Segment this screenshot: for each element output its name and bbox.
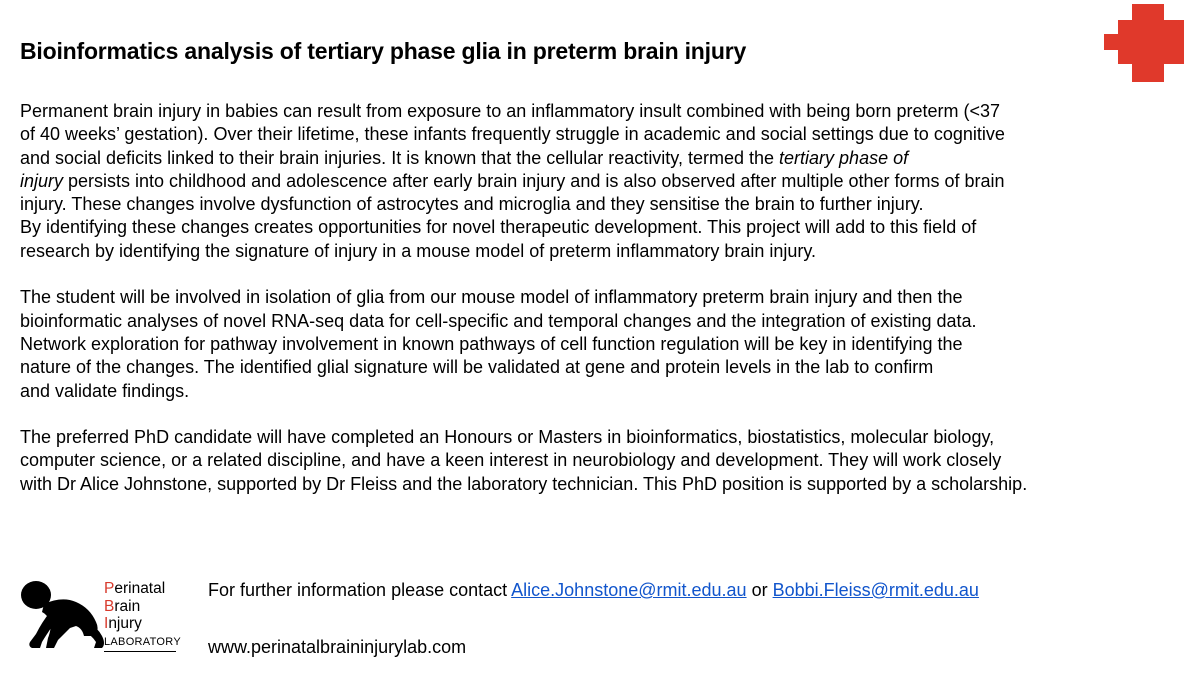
text-line: [20, 170, 1190, 193]
paragraph-project: [20, 286, 1190, 402]
text-line: research by identifying the signature of injury in a mouse model of preterm inflammatory brain injury.: [20, 240, 817, 261]
lab-logo-subtitle: LABORATORY: [104, 636, 181, 648]
contact-separator: or: [746, 580, 773, 600]
text-line: nature of the changes. The identified glial signature will be validated at gene and protein levels in the lab to confirm: [20, 357, 934, 378]
website-url: www.perinatalbraininjurylab.com: [208, 637, 467, 657]
italic-term: tertiary phase of: [779, 147, 909, 168]
text-line: The preferred PhD candidate will have completed an Honours or Masters in bioinformatics, biostatistics, molecular biology,: [20, 427, 995, 448]
lab-logo-word: [104, 598, 165, 616]
logo-word-rest: rain: [114, 597, 141, 615]
body-text: [20, 100, 1190, 519]
logo-initial: P: [104, 580, 115, 597]
text-line: By identifying these changes creates opportunities for novel therapeutic development. This project will add to this field of: [20, 217, 977, 238]
text-line: Network exploration for pathway involvement in known pathways of cell function regulation will be key in identifying the: [20, 333, 963, 354]
text-segment: and social deficits linked to their brain injuries. It is known that the cellular reactivity, termed the: [20, 147, 780, 168]
text-line: The student will be involved in isolation of glia from our mouse model of inflammatory preterm brain injury and then the: [20, 287, 963, 308]
email-link-bobbi[interactable]: Bobbi.Fleiss@rmit.edu.au: [772, 580, 979, 600]
text-line: with Dr Alice Johnstone, supported by Dr Fleiss and the laboratory technician. This PhD position is supported by a scholarship.: [20, 473, 1028, 494]
text-line: and validate findings.: [20, 380, 190, 401]
logo-initial: I: [104, 615, 109, 632]
lab-logo-word: [104, 580, 165, 598]
contact-line: [208, 580, 979, 601]
text-line: computer science, or a related discipline, and have a keen interest in neurobiology and development. They will work closely: [20, 450, 1002, 471]
paragraph-background: [20, 100, 1190, 263]
text-line: injury. These changes involve dysfunction of astrocytes and microglia and they sensitise the brain to further injury.: [20, 194, 924, 215]
text-line: bioinformatic analyses of novel RNA-seq data for cell-specific and temporal changes and the integration of existing data.: [20, 310, 977, 331]
logo-word-rest: njury: [108, 615, 142, 632]
lab-logo-text: [104, 580, 165, 633]
text-line: Permanent brain injury in babies can result from exposure to an inflammatory insult combined with being born preterm (<37: [20, 101, 1000, 121]
lab-logo-divider: [104, 651, 176, 652]
contact-prefix: For further information please contact: [208, 580, 512, 600]
logo-initial: B: [104, 597, 115, 615]
crawling-baby-silhouette-icon: [14, 578, 114, 652]
logo-word-rest: erinatal: [114, 580, 166, 597]
paragraph-candidate: [20, 426, 1190, 496]
text-line: [20, 147, 1190, 170]
text-segment: persists into childhood and adolescence after early brain injury and is also observed after multiple other forms of brain: [63, 170, 1005, 191]
rmit-pixel-logo-icon: [1104, 4, 1184, 82]
lab-logo-word: [104, 615, 165, 633]
email-link-alice[interactable]: Alice.Johnstone@rmit.edu.au: [511, 580, 747, 600]
italic-term: injury: [20, 170, 64, 191]
page-title: Bioinformatics analysis of tertiary phase glia in preterm brain injury: [20, 38, 747, 64]
text-line: of 40 weeks’ gestation). Over their lifetime, these infants frequently struggle in academic and social settings due to cognitive: [20, 124, 1005, 145]
